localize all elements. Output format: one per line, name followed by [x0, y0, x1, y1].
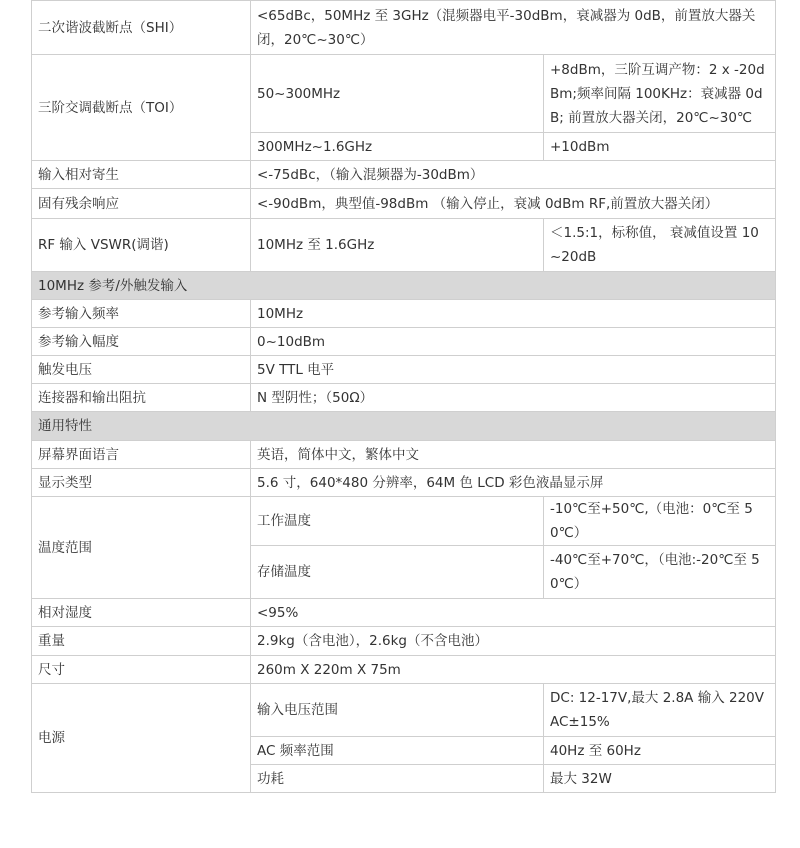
spec-label: RF 输入 VSWR(调谐) — [32, 219, 251, 272]
spec-value: +8dBm，三阶互调产物：2 x -20dBm;频率间隔 100KHz：衰减器 0dB; 前置放大器关闭，20℃~30℃ — [544, 55, 776, 133]
spec-label: 温度范围 — [32, 497, 251, 599]
spec-value: 0~10dBm — [251, 328, 776, 356]
section-header — [32, 272, 776, 300]
spec-label: 二次谐波截断点（SHI） — [32, 1, 251, 55]
spec-value: 英语，简体中文，繁体中文 — [251, 441, 776, 469]
spec-table — [31, 0, 776, 793]
spec-value: ＜1.5:1，标称值， 衰减值设置 10~20dB — [544, 219, 776, 272]
spec-subrange: 存储温度 — [251, 546, 544, 599]
table-row — [32, 219, 776, 272]
table-row — [32, 55, 776, 133]
spec-subrange: AC 频率范围 — [251, 737, 544, 765]
spec-label: 屏幕界面语言 — [32, 441, 251, 469]
spec-subrange: 10MHz 至 1.6GHz — [251, 219, 544, 272]
spec-label: 相对湿度 — [32, 599, 251, 627]
spec-value: +10dBm — [544, 133, 776, 161]
table-row — [32, 1, 776, 55]
table-row — [32, 627, 776, 656]
table-row — [32, 189, 776, 219]
spec-value: 5.6 寸，640*480 分辨率，64M 色 LCD 彩色液晶显示屏 — [251, 469, 776, 497]
spec-value: 10MHz — [251, 300, 776, 328]
spec-subrange: 工作温度 — [251, 497, 544, 546]
spec-value: DC: 12-17V,最大 2.8A 输入 220VAC±15% — [544, 684, 776, 737]
spec-label: 三阶交调截断点（TOI） — [32, 55, 251, 161]
spec-value: <-90dBm，典型值-98dBm （输入停止，衰减 0dBm RF,前置放大器关闭） — [251, 189, 776, 219]
table-row — [32, 599, 776, 627]
table-row — [32, 441, 776, 469]
table-row — [32, 356, 776, 384]
spec-subrange: 300MHz~1.6GHz — [251, 133, 544, 161]
table-row — [32, 656, 776, 684]
spec-label: 输入相对寄生 — [32, 161, 251, 189]
spec-value: 最大 32W — [544, 765, 776, 793]
spec-label: 触发电压 — [32, 356, 251, 384]
spec-value: <-75dBc，（输入混频器为-30dBm） — [251, 161, 776, 189]
spec-value: N 型阴性；（50Ω） — [251, 384, 776, 412]
spec-label: 参考输入频率 — [32, 300, 251, 328]
table-row — [32, 497, 776, 546]
section-title: 通用特性 — [32, 412, 776, 441]
table-row — [32, 469, 776, 497]
table-row — [32, 384, 776, 412]
table-row — [32, 684, 776, 737]
spec-value: 2.9kg（含电池），2.6kg（不含电池） — [251, 627, 776, 656]
spec-label: 尺寸 — [32, 656, 251, 684]
spec-subrange: 输入电压范围 — [251, 684, 544, 737]
spec-label: 参考输入幅度 — [32, 328, 251, 356]
section-header — [32, 412, 776, 441]
spec-value: 260m X 220m X 75m — [251, 656, 776, 684]
spec-value: <65dBc，50MHz 至 3GHz（混频器电平-30dBm，衰减器为 0dB，前置放大器关闭，20℃~30℃） — [251, 1, 776, 55]
spec-value: 5V TTL 电平 — [251, 356, 776, 384]
section-title: 10MHz 参考/外触发输入 — [32, 272, 776, 300]
spec-label: 重量 — [32, 627, 251, 656]
spec-label: 固有残余响应 — [32, 189, 251, 219]
table-row — [32, 300, 776, 328]
spec-subrange: 功耗 — [251, 765, 544, 793]
spec-subrange: 50~300MHz — [251, 55, 544, 133]
table-row — [32, 328, 776, 356]
spec-value: -40℃至+70℃，（电池:-20℃至 50℃） — [544, 546, 776, 599]
spec-value: <95% — [251, 599, 776, 627]
spec-value: -10℃至+50℃,（电池：0℃至 50℃） — [544, 497, 776, 546]
spec-label: 电源 — [32, 684, 251, 793]
spec-label: 显示类型 — [32, 469, 251, 497]
spec-value: 40Hz 至 60Hz — [544, 737, 776, 765]
table-row — [32, 161, 776, 189]
spec-label: 连接器和输出阻抗 — [32, 384, 251, 412]
